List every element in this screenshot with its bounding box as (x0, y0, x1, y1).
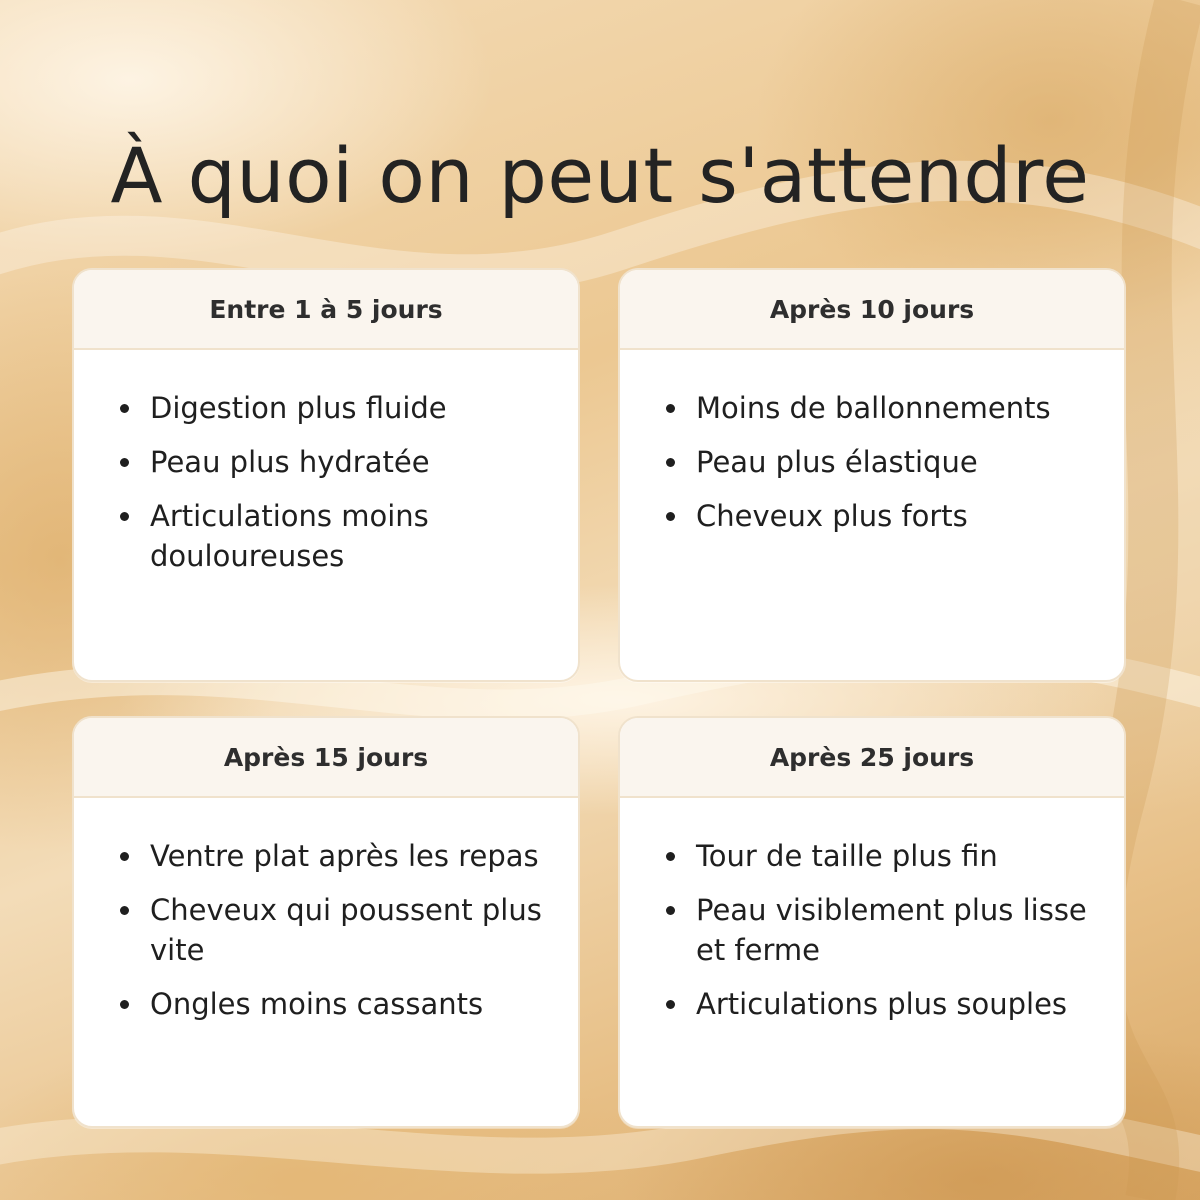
bullet-icon (120, 512, 129, 521)
bullet-icon (120, 404, 129, 413)
bullet-icon (666, 1000, 675, 1009)
list-item-text: Tour de taille plus fin (696, 839, 998, 873)
card-heading: Après 25 jours (620, 718, 1124, 798)
bullet-icon (120, 1000, 129, 1009)
list-item (666, 836, 1094, 876)
list-item-text: Peau plus élastique (696, 445, 978, 479)
benefit-list (620, 350, 1124, 536)
list-item (120, 496, 548, 576)
list-item (120, 836, 548, 876)
list-item (666, 442, 1094, 482)
list-item-text: Digestion plus fluide (150, 391, 447, 425)
list-item-text: Ongles moins cassants (150, 987, 484, 1021)
list-item (666, 984, 1094, 1024)
benefit-list (620, 798, 1124, 1024)
bullet-icon (666, 458, 675, 467)
card-heading: Après 15 jours (74, 718, 578, 798)
list-item (120, 388, 548, 428)
list-item-text: Articulations plus souples (696, 987, 1068, 1021)
list-item-text: Cheveux plus forts (696, 499, 968, 533)
bullet-icon (666, 906, 675, 915)
benefit-list (74, 350, 578, 576)
list-item-text: Peau visiblement plus lisse et ferme (696, 893, 1087, 967)
bullet-icon (666, 512, 675, 521)
list-item-text: Articulations moins douloureuses (150, 499, 429, 573)
card-1-5-days (72, 268, 580, 682)
list-item-text: Ventre plat après les repas (150, 839, 539, 873)
bullet-icon (666, 404, 675, 413)
bullet-icon (120, 852, 129, 861)
card-15-days (72, 716, 580, 1128)
list-item (120, 890, 548, 970)
bullet-icon (120, 458, 129, 467)
bullet-icon (120, 906, 129, 915)
list-item (666, 496, 1094, 536)
card-heading: Entre 1 à 5 jours (74, 270, 578, 350)
list-item-text: Cheveux qui poussent plus vite (150, 893, 542, 967)
list-item (120, 442, 548, 482)
list-item-text: Moins de ballonnements (696, 391, 1051, 425)
benefit-list (74, 798, 578, 1024)
card-heading: Après 10 jours (620, 270, 1124, 350)
card-10-days (618, 268, 1126, 682)
list-item (120, 984, 548, 1024)
bullet-icon (666, 852, 675, 861)
list-item-text: Peau plus hydratée (150, 445, 430, 479)
list-item (666, 388, 1094, 428)
card-25-days (618, 716, 1126, 1128)
list-item (666, 890, 1094, 970)
page-title: À quoi on peut s'attendre (110, 131, 1090, 220)
